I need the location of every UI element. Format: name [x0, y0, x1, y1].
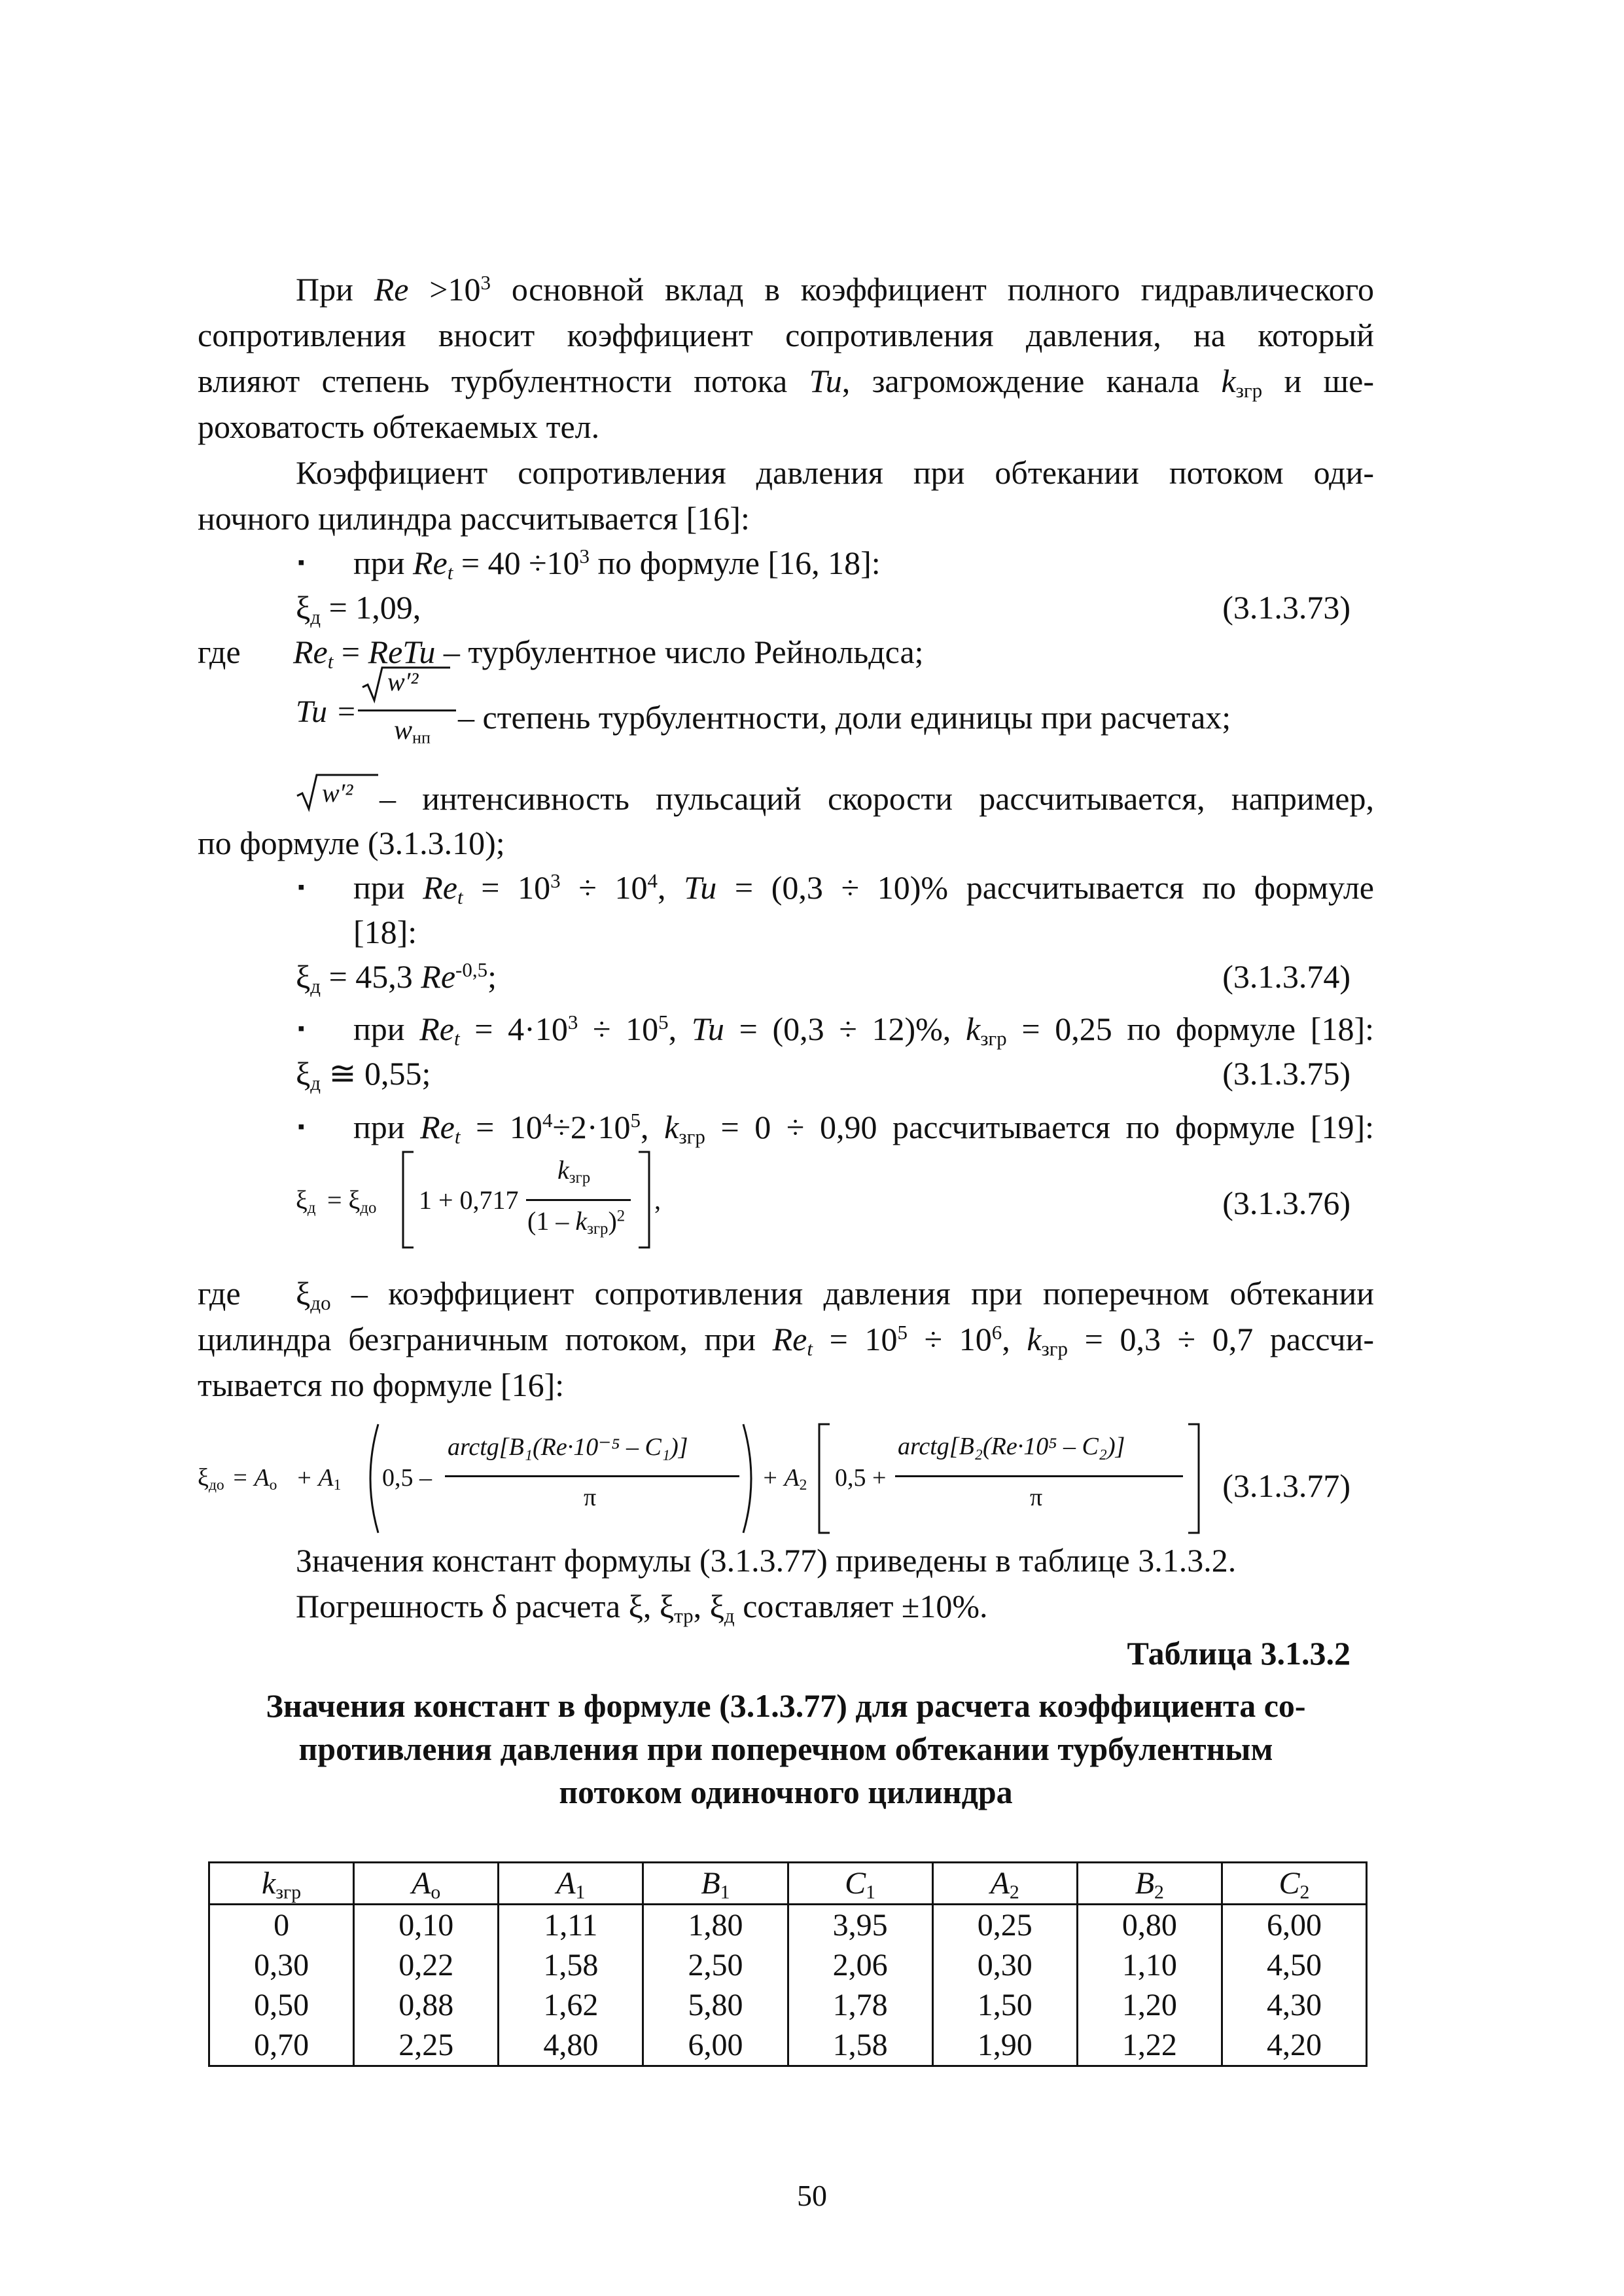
text: + A — [762, 1464, 800, 1492]
table-cell: 4,80 — [499, 2025, 643, 2066]
pi-symbol: π — [1030, 1484, 1043, 1511]
text: , загромождение канала — [841, 363, 1222, 399]
text: k — [261, 1866, 276, 1901]
table-cell: 1,11 — [499, 1905, 643, 1946]
subscript: згр — [587, 1220, 609, 1238]
tu-symbol: Tu — [809, 363, 842, 399]
table-cell: 0,30 — [209, 1945, 354, 1985]
a2-term — [762, 1463, 807, 1492]
fraction-bar — [526, 1199, 631, 1201]
w-symbol: w — [394, 715, 413, 745]
re-symbol: Re — [374, 271, 409, 308]
xi-symbol: ξ — [296, 1185, 308, 1215]
text: = 45,3 — [321, 958, 421, 995]
formula-3-1-3-76 — [296, 1145, 688, 1257]
table-cell: 1,10 — [1077, 1945, 1222, 1985]
header-a2 — [932, 1863, 1077, 1905]
table-caption-line2: противления давления при поперечном обтекании турбулентным — [298, 1731, 1273, 1767]
bullet3-text — [353, 1008, 1374, 1050]
table-cell: 2,06 — [788, 1945, 932, 1985]
text: = 4·10 — [459, 1011, 568, 1047]
exponent: 3 — [567, 1010, 578, 1033]
exponent: 5 — [630, 1108, 641, 1132]
re-symbol: Re — [772, 1321, 807, 1357]
equation-number: (3.1.3.76) — [1222, 1185, 1350, 1221]
text: ÷2·10 — [552, 1109, 631, 1145]
exponent: 4 — [542, 1108, 553, 1132]
a1-term — [296, 1463, 341, 1492]
exponent: 5 — [658, 1010, 669, 1033]
text: ≅ 0,55; — [321, 1055, 431, 1092]
re-symbol: Re — [413, 545, 448, 581]
text: = — [333, 634, 368, 670]
para1-line1 — [296, 268, 1374, 310]
text: A — [412, 1866, 431, 1901]
subscript: тр — [674, 1604, 694, 1627]
header-a1 — [499, 1863, 643, 1905]
after-line1: Значения констант формулы (3.1.3.77) приведены в таблице 3.1.3.2. — [296, 1542, 1237, 1579]
text: 0,5 – — [382, 1464, 432, 1492]
text: B — [1135, 1866, 1155, 1901]
table-cell: 0,10 — [354, 1905, 499, 1946]
tu-formula — [296, 661, 466, 759]
fraction-bar — [358, 709, 456, 711]
subscript: д — [307, 1199, 316, 1217]
subscript: о — [431, 1881, 441, 1903]
exponent: -0,5 — [455, 958, 488, 981]
text: – коэффициент сопротивления давления при поперечном обтекании — [330, 1275, 1374, 1312]
table-cell: 5,80 — [643, 1985, 788, 2025]
subscript: згр — [1235, 378, 1263, 402]
text: Погрешность δ расчета ξ, ξ — [296, 1588, 675, 1624]
text: = 10 — [812, 1321, 898, 1357]
text: A — [556, 1866, 576, 1901]
text: , — [668, 1011, 692, 1047]
where2-line3: тывается по формуле [16]: — [198, 1367, 565, 1403]
table-cell: 2,25 — [354, 2025, 499, 2066]
subscript: до — [310, 1291, 331, 1314]
intensity-line1: – интенсивность пульсаций скорости рассчитывается, например, — [380, 780, 1374, 817]
text: = 10 — [463, 869, 551, 906]
table-cell: 0,50 — [209, 1985, 354, 2025]
after-line2 — [296, 1585, 988, 1627]
formula-3-1-3-75 — [296, 1052, 431, 1094]
equation-number: (3.1.3.74) — [1222, 958, 1350, 995]
exponent: 2 — [616, 1207, 626, 1225]
re-symbol: Re — [420, 1109, 455, 1145]
formula-3-1-3-74 — [296, 956, 497, 997]
para2-line1: Коэффициент сопротивления давления при обтекании потоком оди- — [296, 454, 1374, 491]
text: при — [353, 1011, 420, 1047]
text: составляет ±10%. — [734, 1588, 988, 1624]
text: A — [990, 1866, 1010, 1901]
text: = (0,3 ÷ 12)%, — [724, 1011, 966, 1047]
exponent: 3 — [480, 270, 491, 294]
text: = 0,25 по формуле [18]: — [1006, 1011, 1374, 1047]
table-header-row — [209, 1863, 1367, 1905]
subscript: 2 — [1154, 1881, 1164, 1903]
k-symbol: k — [965, 1011, 981, 1047]
text: влияют степень турбулентности потока — [198, 363, 809, 399]
text: , — [657, 869, 684, 906]
bullet-marker: ▪ — [298, 1018, 305, 1039]
subscript: згр — [980, 1026, 1007, 1050]
subscript: t — [457, 885, 463, 908]
numerator: arctg[B₂(Re·10⁵ – C₂)] — [898, 1433, 1125, 1460]
exponent: 5 — [897, 1320, 908, 1344]
numerator: arctg[B₁(Re·10⁻⁵ – C₁)] — [448, 1433, 688, 1461]
header-b2 — [1077, 1863, 1222, 1905]
numerator — [557, 1155, 590, 1185]
k-symbol: k — [557, 1155, 569, 1185]
text: = 1,09, — [321, 589, 421, 626]
re-symbol: Re — [423, 869, 457, 906]
formula-3-1-3-73 — [296, 586, 421, 628]
subscript: t — [453, 1026, 460, 1050]
subscript: 1 — [866, 1881, 875, 1903]
exponent: 3 — [550, 869, 561, 892]
text: = A — [232, 1464, 270, 1492]
table-cell: 1,80 — [643, 1905, 788, 1946]
text: >10 — [408, 271, 481, 308]
where-label: где — [198, 634, 241, 670]
k-symbol: k — [1221, 363, 1236, 399]
para1-line4: роховатость обтекаемых тел. — [198, 408, 600, 445]
formula-3-1-3-77 — [198, 1420, 1153, 1538]
where-label: где — [198, 1275, 241, 1312]
left-bracket — [817, 1423, 832, 1534]
subscript: 2 — [1299, 1881, 1310, 1903]
equation-number: (3.1.3.75) — [1222, 1055, 1350, 1092]
table-cell: 0 — [209, 1905, 354, 1946]
text: C — [845, 1866, 866, 1901]
text: = (0,3 ÷ 10)% рассчитывается по формуле — [716, 869, 1374, 906]
table-cell: 0,22 — [354, 1945, 499, 1985]
table-row — [209, 2025, 1367, 2066]
text: ÷ 10 — [578, 1011, 659, 1047]
text: , — [1002, 1321, 1027, 1357]
table-row — [209, 1945, 1367, 1985]
subscript: t — [454, 1124, 461, 1148]
table-cell: 0,88 — [354, 1985, 499, 2025]
text: = ξ — [327, 1185, 361, 1215]
a0-term — [232, 1463, 277, 1492]
table-cell: 1,20 — [1077, 1985, 1222, 2025]
bullet4-text — [353, 1106, 1374, 1148]
subscript: д — [310, 974, 321, 997]
subscript: до — [208, 1476, 224, 1494]
xi-symbol: ξ — [296, 958, 311, 995]
text: (1 – — [527, 1206, 576, 1236]
retu-symbol: ReTu — [368, 634, 436, 670]
exponent: 6 — [991, 1320, 1002, 1344]
bullet1-text — [353, 542, 881, 584]
table-cell: 1,58 — [499, 1945, 643, 1985]
para2-line2: ночного цилиндра рассчитывается [16]: — [198, 500, 750, 537]
table-label: Таблица 3.1.3.2 — [1127, 1635, 1350, 1672]
subscript: згр — [569, 1169, 591, 1187]
table-cell: 3,95 — [788, 1905, 932, 1946]
re-symbol: Re — [421, 958, 456, 995]
subscript: 2 — [1009, 1881, 1019, 1903]
subscript: t — [807, 1336, 813, 1360]
subscript: 1 — [333, 1476, 342, 1494]
equals: = — [338, 694, 356, 729]
text: 0,5 + — [835, 1464, 887, 1492]
xi-symbol: ξ — [296, 589, 311, 626]
subscript: о — [269, 1476, 277, 1494]
text: 1 + 0,717 — [419, 1185, 519, 1215]
re-symbol: Re — [419, 1011, 454, 1047]
text: ; — [487, 958, 497, 995]
table-cell: 0,25 — [932, 1905, 1077, 1946]
text: B — [701, 1866, 720, 1901]
subscript: до — [360, 1199, 377, 1217]
subscript: д — [310, 605, 321, 628]
table-caption-line1: Значения констант в формуле (3.1.3.77) для расчета коэффициента со- — [266, 1687, 1306, 1724]
text: = 10 — [460, 1109, 542, 1145]
tu-symbol: Tu — [296, 694, 328, 729]
text: при — [353, 1109, 421, 1145]
xi-d — [296, 1185, 315, 1215]
exponent: 4 — [647, 869, 658, 892]
text: цилиндра безграничным потоком, при — [198, 1321, 773, 1357]
bullet-marker: ▪ — [298, 1116, 305, 1138]
para1-line3 — [198, 360, 1374, 402]
bullet2-text — [353, 867, 1374, 908]
text: + A — [296, 1464, 334, 1492]
where2-line1 — [296, 1272, 1374, 1314]
tu-symbol: Tu — [684, 869, 717, 906]
equation-number: (3.1.3.73) — [1222, 589, 1350, 626]
text: = 0 ÷ 0,90 рассчитывается по формуле [19]: — [705, 1109, 1375, 1145]
text: – турбулентное число Рейнольдса; — [435, 634, 924, 670]
intensity-line2: по формуле (3.1.3.10); — [198, 825, 505, 861]
table-cell: 0,80 — [1077, 1905, 1222, 1946]
subscript: нп — [412, 728, 431, 747]
numerator: w′² — [387, 667, 419, 696]
header-c2 — [1222, 1863, 1366, 1905]
text: по формуле [16, 18]: — [590, 545, 881, 581]
fraction-bar — [445, 1475, 739, 1477]
bullet2-ref: [18]: — [353, 914, 417, 950]
right-paren — [741, 1423, 760, 1534]
table-cell: 4,50 — [1222, 1945, 1366, 1985]
denominator — [394, 715, 431, 746]
xi-d0 — [198, 1463, 224, 1492]
text: при — [353, 869, 423, 906]
intensity-sqrt — [296, 771, 387, 817]
subscript: 1 — [575, 1881, 586, 1903]
equation-number: (3.1.3.77) — [1222, 1467, 1350, 1504]
table-cell: 2,50 — [643, 1945, 788, 1985]
text: и ше- — [1262, 363, 1374, 399]
para1-line2: сопротивления вносит коэффициент сопротивления давления, на который — [198, 317, 1374, 353]
where2-line2 — [198, 1318, 1374, 1360]
subscript: д — [310, 1071, 321, 1094]
table-cell: 4,30 — [1222, 1985, 1366, 2025]
re-symbol: Re — [293, 634, 328, 670]
k-symbol: k — [575, 1206, 588, 1236]
w-prime-symbol: w′² — [322, 778, 353, 808]
text: , — [641, 1109, 665, 1145]
header-a0 — [354, 1863, 499, 1905]
header-b1 — [643, 1863, 788, 1905]
table-cell: 0,70 — [209, 2025, 354, 2066]
k-symbol: k — [1027, 1321, 1042, 1357]
exponent: 3 — [579, 544, 590, 567]
right-bracket — [636, 1151, 652, 1249]
text: = 0,3 ÷ 0,7 рассчи- — [1068, 1321, 1374, 1357]
tu-symbol: Tu — [691, 1011, 724, 1047]
xi-d0 — [327, 1185, 376, 1215]
subscript: згр — [679, 1124, 705, 1148]
table-row — [209, 1905, 1367, 1946]
table-cell: 1,58 — [788, 2025, 932, 2066]
header-c1 — [788, 1863, 932, 1905]
subscript: 1 — [720, 1881, 730, 1903]
subscript: д — [724, 1604, 735, 1627]
denominator — [527, 1206, 625, 1236]
xi-symbol: ξ — [296, 1055, 311, 1092]
table-caption-line3: потоком одиночного цилиндра — [559, 1774, 1013, 1810]
text: C — [1279, 1866, 1300, 1901]
text: , — [654, 1185, 661, 1215]
page-number: 50 — [797, 2179, 827, 2212]
text: при — [353, 545, 414, 581]
table-cell: 1,62 — [499, 1985, 643, 2025]
text: При — [296, 271, 374, 308]
text: основной вклад в коэффициент полного гидравлического — [491, 271, 1374, 308]
table-cell: 1,22 — [1077, 2025, 1222, 2066]
subscript: згр — [1041, 1336, 1068, 1360]
k-symbol: k — [664, 1109, 679, 1145]
table-cell: 6,00 — [1222, 1905, 1366, 1946]
subscript: t — [327, 649, 334, 673]
table-cell: 1,90 — [932, 2025, 1077, 2066]
subscript: згр — [275, 1881, 302, 1903]
bullet-marker: ▪ — [298, 876, 305, 898]
constants-table — [208, 1861, 1368, 2067]
pi-symbol: π — [584, 1484, 597, 1511]
table-cell: 0,30 — [932, 1945, 1077, 1985]
text: ÷ 10 — [907, 1321, 992, 1357]
tu-description: – степень турбулентности, доли единицы при расчетах; — [458, 699, 1231, 736]
right-bracket — [1186, 1423, 1201, 1534]
table-row — [209, 1985, 1367, 2025]
subscript: t — [447, 560, 453, 584]
header-k — [209, 1863, 354, 1905]
text: = 40 ÷10 — [453, 545, 580, 581]
table-cell: 4,20 — [1222, 2025, 1366, 2066]
left-paren — [361, 1423, 381, 1534]
text: ÷ 10 — [560, 869, 648, 906]
xi-symbol: ξ — [198, 1464, 209, 1492]
subscript: 2 — [799, 1476, 807, 1494]
text: ) — [608, 1206, 617, 1236]
left-bracket — [400, 1151, 416, 1249]
table-cell: 1,50 — [932, 1985, 1077, 2025]
text: , ξ — [693, 1588, 724, 1624]
bullet-marker: ▪ — [298, 552, 305, 573]
xi-symbol: ξ — [296, 1275, 311, 1312]
table-cell: 6,00 — [643, 2025, 788, 2066]
table-cell: 1,78 — [788, 1985, 932, 2025]
fraction-bar — [895, 1475, 1183, 1477]
